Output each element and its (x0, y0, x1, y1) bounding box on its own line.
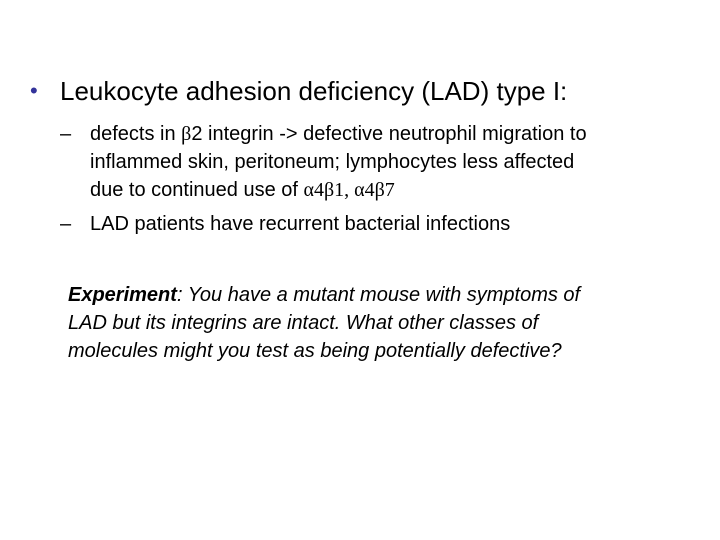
sub-bullet-line-1 (90, 120, 700, 148)
sub-bullet-line-2: inflammed skin, peritoneum; lymphocytes less affected (90, 151, 575, 173)
text-segment: 2 integrin -> defective neutrophil migration to (191, 123, 587, 145)
experiment-line-3: molecules might you test as being potentially defective? (68, 340, 562, 362)
sub-bullet-marker: – (60, 213, 72, 235)
experiment-line-1 (68, 281, 708, 309)
text-segment: defects in (90, 123, 182, 145)
experiment-line-2: LAD but its integrins are intact. What other classes of (68, 312, 539, 334)
main-bullet-text: Leukocyte adhesion deficiency (LAD) type I: (60, 76, 568, 106)
sub-bullet-line-1: LAD patients have recurrent bacterial infections (90, 213, 511, 235)
text-segment: : You have a mutant mouse with symptoms of (176, 284, 581, 306)
experiment-label: Experiment (68, 284, 177, 306)
sub-bullet-line-3 (90, 176, 700, 204)
sub-bullet-text (90, 120, 700, 204)
text-segment: due to continued use of (90, 179, 304, 201)
sub-bullet-text (90, 210, 700, 238)
experiment-paragraph (68, 281, 708, 365)
greek-beta: β (181, 123, 192, 145)
sub-bullet-marker: – (60, 123, 72, 145)
greek-integrins: α4β1, α4β7 (303, 179, 395, 201)
bullet-marker: • (30, 78, 38, 103)
